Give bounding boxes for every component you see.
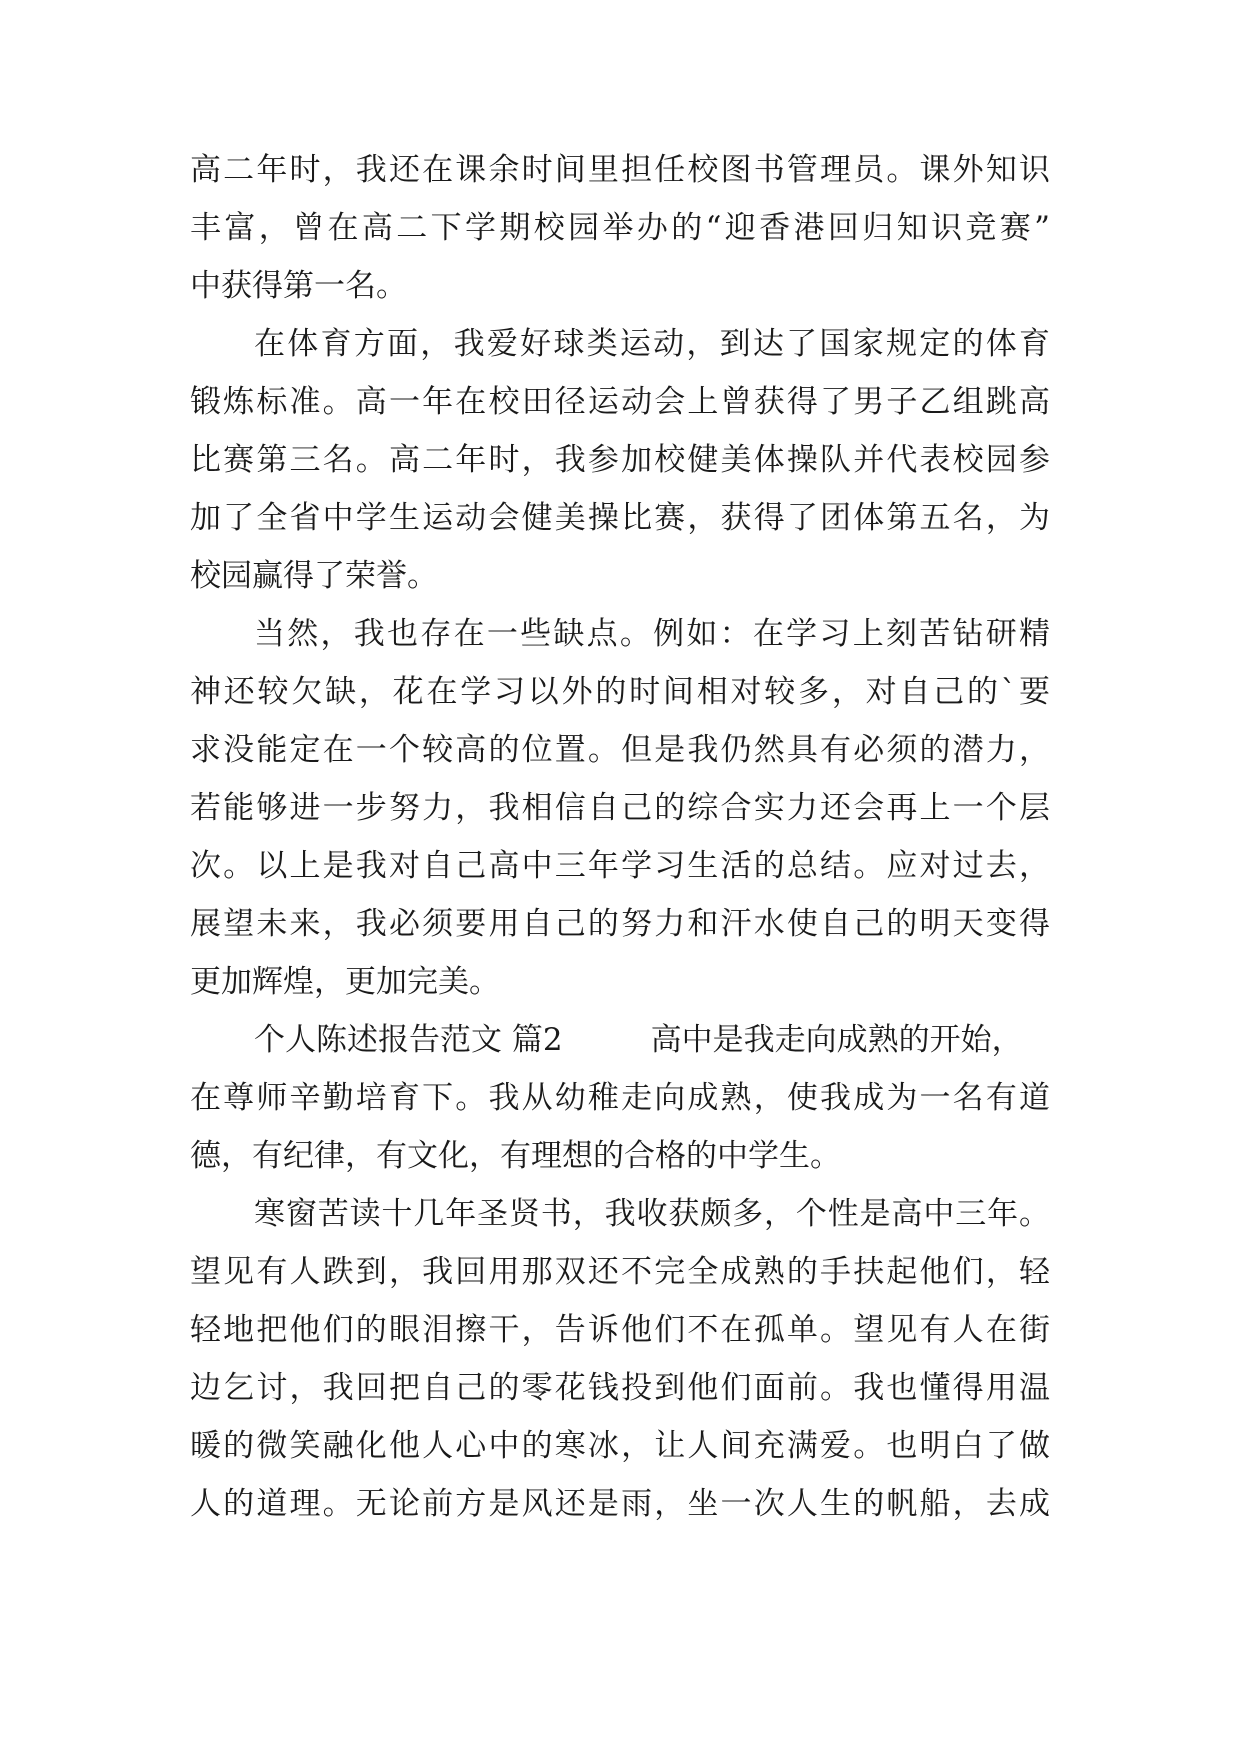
text-line: 加了全省中学生运动会健美操比赛，获得了团体第五名，为 — [190, 500, 1050, 536]
paragraph-start-line: 寒窗苦读十几年圣贤书，我收获颇多，个性是高中三年。 — [254, 1196, 1050, 1232]
text-line: 中获得第一名。 — [190, 268, 407, 304]
section-heading-line — [254, 1018, 1050, 1062]
text-line: 锻炼标准。高一年在校田径运动会上曾获得了男子乙组跳高 — [190, 384, 1050, 420]
text-line: 轻地把他们的眼泪擦干，告诉他们不在孤单。望见有人在街 — [190, 1312, 1050, 1348]
paragraph-start-line: 当然，我也存在一些缺点。例如：在学习上刻苦钻研精 — [254, 616, 1050, 652]
text-line: 若能够进一步努力，我相信自己的综合实力还会再上一个层 — [190, 790, 1050, 826]
text-line: 校园赢得了荣誉。 — [190, 558, 438, 594]
text-line: 求没能定在一个较高的位置。但是我仍然具有必须的潜力， — [190, 732, 1050, 768]
text-line: 在尊师辛勤培育下。我从幼稚走向成熟，使我成为一名有道 — [190, 1080, 1050, 1116]
text-line: 次。以上是我对自己高中三年学习生活的总结。应对过去， — [190, 848, 1050, 884]
paragraph-start-text: 高中是我走向成熟的开始， — [650, 1022, 1023, 1058]
text-line: 德，有纪律，有文化，有理想的合格的中学生。 — [190, 1138, 841, 1174]
text-line: 丰富，曾在高二下学期校园举办的“迎香港回归知识竞赛” — [190, 210, 1050, 246]
text-line: 更加辉煌，更加完美。 — [190, 964, 500, 1000]
text-line: 望见有人跌到，我回用那双还不完全成熟的手扶起他们，轻 — [190, 1254, 1050, 1290]
text-line: 比赛第三名。高二年时，我参加校健美体操队并代表校园参 — [190, 442, 1050, 478]
section-heading: 个人陈述报告范文 篇2 — [254, 1022, 563, 1058]
text-line: 神还较欠缺，花在学习以外的时间相对较多，对自己的`要 — [190, 674, 1050, 710]
text-line: 人的道理。无论前方是风还是雨，坐一次人生的帆船，去成 — [190, 1486, 1050, 1522]
text-line: 展望未来，我必须要用自己的努力和汗水使自己的明天变得 — [190, 906, 1050, 942]
paragraph-start-line: 在体育方面，我爱好球类运动，到达了国家规定的体育 — [254, 326, 1050, 362]
text-line: 边乞讨，我回把自己的零花钱投到他们面前。我也懂得用温 — [190, 1370, 1050, 1406]
text-line: 暖的微笑融化他人心中的寒冰，让人间充满爱。也明白了做 — [190, 1428, 1050, 1464]
text-line: 高二年时，我还在课余时间里担任校图书管理员。课外知识 — [190, 152, 1050, 188]
